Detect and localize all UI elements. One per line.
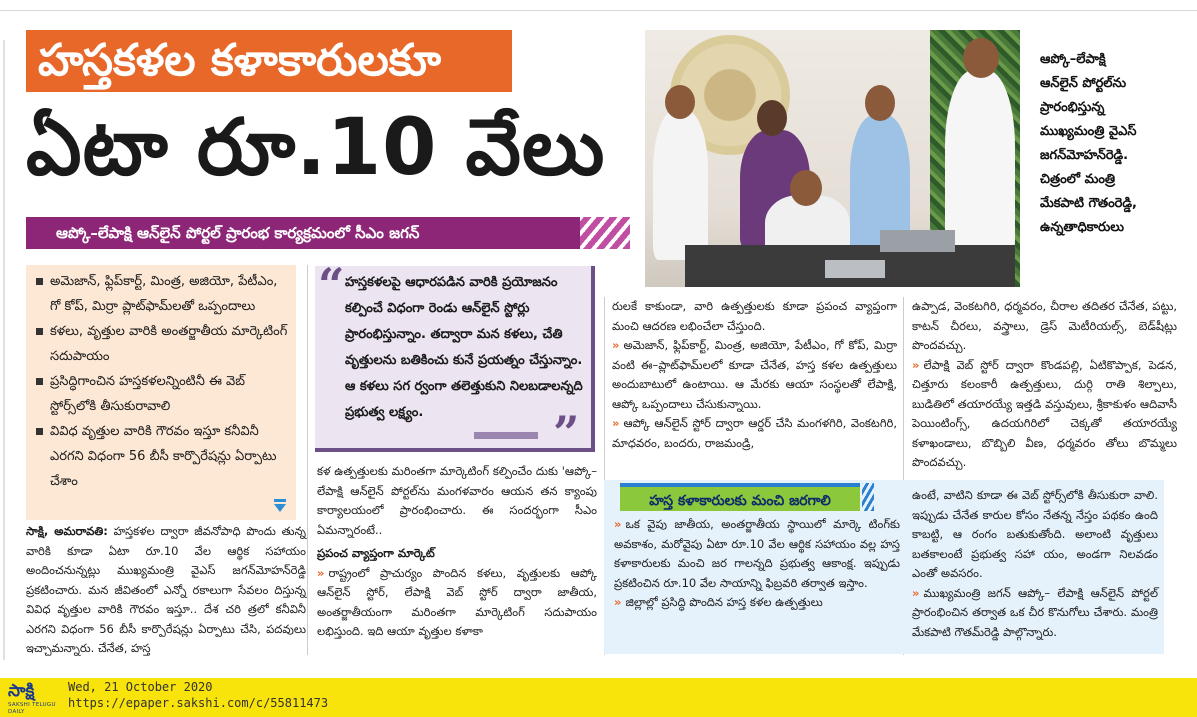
arrow-bullet-icon: »	[912, 585, 920, 600]
logo-tagline: SAKSHI TELUGU DAILY	[8, 702, 56, 715]
article-text: రులకే కాకుండా, వారి ఉత్పత్తులకు కూడా ప్రపంచ వ్యాప్తంగా మంచి ఆదరణ లభించేలా చేస్తుంది.	[612, 299, 897, 333]
sidebar-column-right	[912, 486, 1158, 642]
article-text: ఉంటే, వాటిని కూడా ఈ వెబ్‌ స్టోర్స్‌లోకి తీసుకురా వాలి. ఇప్పుడు చేనేత కారుల కోసం నేతన్న నేస్తం పథకం ఉంది కాబట్టి, ఆ రంగం బతుకుతోంది. అలాంటి వృత్తులు బతకాలంటే ప్రభుత్వ సహా యం, అండగా నిలవడం ఎంతో అవసరం.	[912, 488, 1158, 580]
article-text: హస్తకళల ద్వారా జీవనోపాధి పొందు తున్న వారికి కూడా ఏటా రూ.10 వేల ఆర్థిక సహాయం అందించనున్నట్లు ముఖ్యమంత్రి వైఎస్‌ జగన్‌మోహన్‌రెడ్డి ప్రకటించారు. మన జీవితంలో ఎన్నో రకాలుగా సేవలం దిస్తున్న వివిధ వృత్తుల వారికి గౌరవం ఇస్తూ.. దేశ చరి త్రలో కనీవినీ ఎరగని విధంగా 56 బీసీ కార్పొరేషన్లు ఏర్పాటు చేసి, పదవులు ఇచ్చామన్నారు. చేనేత, హస్త	[26, 524, 306, 655]
close-quote-icon: ”	[553, 406, 580, 460]
highlight-item: అమెజాన్, ఫ్లిప్‌కార్ట్, మింత్ర, అజియో, పేటీఎం, గో కోప్, మిర్రా ప్లాట్‌ఫామ్‌లతో ఒప్పందాలు	[34, 269, 288, 319]
news-photo	[645, 30, 1020, 287]
article-column-3	[612, 297, 897, 453]
article-text: ముఖ్యమంత్రి జగన్‌ ఆప్కో– లేపాక్షి ఆన్‌లైన్‌ పోర్టల్‌ ప్రారంభించిన తర్వాత ఒక చీర కొనుగోలు చేశారు. మంత్రి మేకపాటి గౌతమ్‌రెడ్డి పాల్గొన్నారు.	[912, 585, 1158, 639]
article-text: లేపాక్షి వెబ్‌ స్టోర్‌ ద్వారా కొండపల్లి, ఏటికొప్పాక, పెడన, చిత్తూరు కలంకారీ ఉత్పత్తులు, దుర్గి రాతి శిల్పాలు, బుడితిలో తయారయ్యే ఇత్తడి వస్తువులు, శ్రీకాకుళం ఆదివాసీ పెయింటింగ్స్, ఉదయగిరిలో చెక్కతో తయారయ్యే కళాఖండాలు, బొబ్బిలి వీణ, ధర్మవరం తోలు బొమ్మలు పొందవచ్చు.	[912, 357, 1177, 469]
article-text: ఉప్పాడ, వెంకటగిరి, ధర్మవరం, చీరాల తదితర చేనేత, పట్టు, కాటన్‌ చీరలు, వస్త్రాలు, డ్రెస్‌ మెటీరియల్స్, బెడ్‌షీట్లు పొందవచ్చు.	[912, 299, 1177, 352]
article-text: కళ ఉత్పత్తులకు మరింతగా మార్కెటింగ్‌ కల్పించేం దుకు 'ఆప్కో– లేపాక్షి ఆన్‌లైన్‌ పోర్టల్‌ను మంగళవారం ఆయన తన క్యాంపు కార్యాలయంలో ప్రారంభించారు. ఈ సందర్భంగా సీఎం ఏమన్నారంటే..	[317, 464, 597, 537]
article-text: రాష్ట్రంలో ప్రాచుర్యం పొందిన కళలు, వృత్తులకు ఆప్కో ఆన్‌లైన్‌ స్టోర్, లేపాక్షి వెబ్‌ స్టోర్‌ ద్వారా జాతీయ, అంతర్జాతీయంగా మరింతగా మార్కెటింగ్‌ సదుపాయం లభిస్తుంది. ఇది ఆయా వృత్తుల కళాకా	[317, 565, 597, 638]
article-column-1	[26, 522, 306, 659]
article-text: జిల్లాల్లో ప్రసిద్ధి పొందిన హస్త కళల ఉత్పత్తులు	[625, 595, 823, 609]
pull-quote: హస్తకళలపై ఆధారపడిన వారికి ప్రయోజనం కల్పించే విధంగా రెండు ఆన్‌లైన్‌ స్టోర్లు ప్రారంభిస్తున్నాం. తద్వారా మన కళలు, చేతి వృత్తులను బతికించు కునే ప్రయత్నం చేస్తున్నాం. ఆ కళలు సగ ర్వంగా తలెత్తుకుని నిలబడాలన్నది ప్రభుత్వ లక్ష్యం.	[345, 275, 583, 420]
sidebar-column-left	[614, 515, 900, 613]
headline-line1: హస్తకళల కళాకారులకూ	[26, 30, 512, 92]
quote-bar	[474, 432, 538, 439]
article-text: ఆప్కో ఆన్‌లైన్‌ స్టోర్‌ ద్వారా ఆర్డర్‌ చేసి మంగళగిరి, వెంకటగిరి, మాధవరం, బందరు, రాజమండ్రి,	[612, 416, 897, 450]
article-column-4	[912, 297, 1177, 473]
article-column-2	[317, 462, 597, 642]
highlight-item: వివిధ వృత్తుల వారికి గౌరవం ఇస్తూ కనీవినీ ఎరగని విధంగా 56 బీసీ కార్పొరేషన్లు ఏర్పాటు చేశాం	[34, 419, 288, 494]
epaper-link[interactable]: https://epaper.sakshi.com/c/55811473	[68, 696, 329, 710]
highlight-item: ప్రసిద్ధిగాంచిన హస్తకళలన్నింటినీ ఈ వెబ్‌ స్టోర్స్‌లోకి తీసుకురావాలి	[34, 369, 288, 419]
open-quote-icon: “	[318, 258, 345, 312]
logo-text: సాక్షి	[8, 681, 35, 701]
article-text: అమెజాన్, ఫ్లిప్‌కార్ట్, మింత్ర, అజియో, పేటీఎం, గో కోప్, మిర్రా వంటి ఈ–ప్లాట్‌ఫామ్‌లలో కూడా చేనేత, హస్త కళల ఉత్పత్తులు అందుబాటులో ఉంటాయి. ఆ మేరకు ఆయా సంస్థలతో లేపాక్షి, ఆప్కో ఒప్పందాలు చేసుకున్నాయి.	[612, 338, 897, 411]
column-divider	[307, 265, 308, 655]
section-subhead: ప్రపంచ వ్యాప్తంగా మార్కెట్‌	[317, 546, 435, 560]
subheadline: ఆప్కో–లేపాక్షి ఆన్‌లైన్‌ పోర్టల్‌ ప్రారంభ కార్యక్రమంలో సీఎం జగన్‌	[26, 217, 586, 249]
down-arrow-icon	[272, 498, 288, 514]
highlight-item: కళలు, వృత్తుల వారికి అంతర్జాతీయ మార్కెటింగ్‌ సదుపాయం	[34, 319, 288, 369]
subheadline-stripes	[580, 217, 630, 249]
arrow-bullet-icon: »	[612, 338, 620, 352]
arrow-bullet-icon: »	[317, 565, 325, 580]
publication-date: Wed, 21 October 2020	[68, 680, 213, 694]
sakshi-logo[interactable]	[8, 680, 64, 714]
dateline: సాక్షి, అమరావతి:	[26, 524, 108, 538]
headline-line2: ఏటా రూ.10 వేలు	[26, 103, 606, 193]
arrow-bullet-icon: »	[614, 595, 622, 609]
arrow-bullet-icon: »	[612, 416, 620, 430]
page-edge	[3, 40, 5, 660]
arrow-bullet-icon: »	[912, 357, 920, 372]
sidebar-heading-stripes	[862, 483, 874, 511]
arrow-bullet-icon: »	[614, 517, 622, 531]
article-text: ఒక వైపు జాతీయ, అంతర్జాతీయ స్థాయిలో మార్కె టింగ్‌కు అవకాశం, మరోవైపు ఏటా రూ.10 వేల ఆర్థిక సహాయం వల్ల హస్త కళాకారులకు మంచి జర గాలన్నది ప్రభుత్వ ఆకాంక్ష. ఇప్పుడు ప్రకటించిన రూ.10 వేల సాయాన్ని ఫిబ్రవరి తర్వాత ఇస్తాం.	[614, 517, 900, 590]
photo-caption: ఆప్కో–లేపాక్షి ఆన్‌లైన్‌ పోర్టల్‌ను ప్రారంభిస్తున్న ముఖ్యమంత్రి వైఎస్‌ జగన్‌మోహన్‌రెడ్డి. చిత్రంలో మంత్రి మేకపాటి గౌతంరెడ్డి, ఉన్నతాధికారులు	[1040, 52, 1137, 235]
top-rule	[0, 10, 1197, 11]
sidebar-heading: హస్త కళాకారులకు మంచి జరగాలి	[620, 483, 860, 511]
highlights-box	[26, 265, 296, 520]
